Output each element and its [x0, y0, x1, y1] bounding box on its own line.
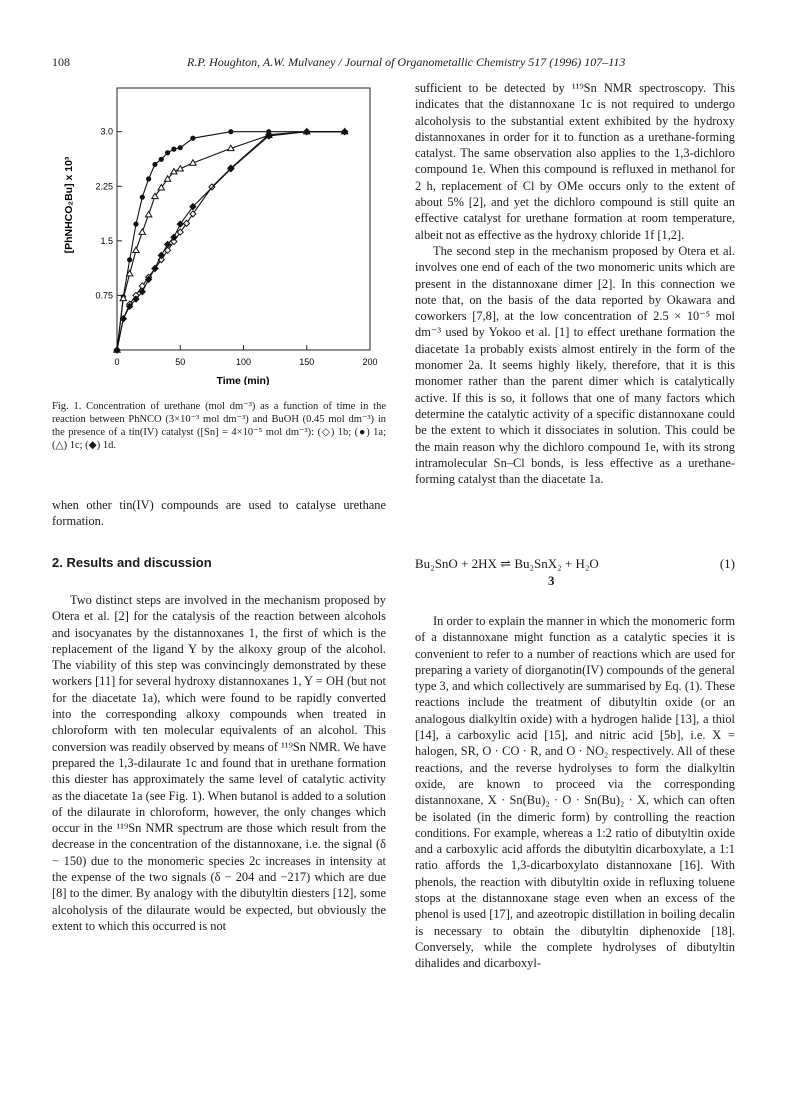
x-tick-label: 150	[299, 357, 315, 367]
data-point-1c	[145, 211, 151, 216]
y-tick-label: 0.75	[95, 290, 113, 301]
figure-1-chart	[52, 80, 392, 385]
data-point-1a	[146, 176, 151, 181]
equation-compound-label: 3	[548, 573, 555, 588]
left-column-body	[52, 592, 386, 934]
right-column-bottom	[415, 613, 735, 972]
data-point-1a	[190, 136, 195, 141]
equation-body: Bu₂SnO + 2HX ⇌ Bu₂SnX₂ + H₂O	[415, 556, 599, 571]
data-point-1a	[133, 221, 138, 226]
paragraph: Two distinct steps are involved in the mechanism proposed by Otera et al. [2] for the catalysis of the reaction between alcohols and isocyanates by the distannoxanes 1, the first of which is the replacement of the ligand Y by the alkoxy group of the alcohol. The viability of this step was convincingly demonstrated by these workers [11] for several hydroxy distannoxanes 1, Y = OH (but not for the diacetate 1a), which were found to be rapidly converted into the corresponding alkoxy compounds when treated in chloroform with ten molecular equivalents of an alcohol. This conversion was readily observed by means of ¹¹⁹Sn NMR. We have prepared the 1,3-dilaurate 1c and found that in urethane formation this diester has approximately the same level of catalytic activity as the diacetate 1a (see Fig. 1). When butanol is added to a solution of the dilaurate in chloroform, however, the only changes which occur in the ¹¹⁹Sn NMR spectrum are those which result from the decrease in the concentration of the distannoxane, i.e. the signal (δ − 150) due to the monomeric species 2c increases in intensity at the expense of the two signals (δ − 204 and −217) which are due [8] to the dimer. By analogy with the dibutyltin diesters [12], some alcoholysis of the dilaurate would be expected, but obviously the extent to which this occurred is not	[52, 593, 386, 933]
running-head: R.P. Houghton, A.W. Mulvaney / Journal of Organometallic Chemistry 517 (1996) 107–113	[187, 55, 626, 69]
x-axis-label: Time (min)	[216, 375, 270, 385]
data-point-1a	[127, 257, 132, 262]
data-point-1a	[178, 145, 183, 150]
data-point-1a	[159, 157, 164, 162]
y-axis-label: [PhNHCO₂Bu] x 10³	[63, 156, 75, 254]
y-tick-label: 1.5	[100, 235, 113, 246]
data-point-1a	[152, 162, 157, 167]
equation-1	[415, 556, 735, 590]
page-header	[52, 55, 752, 71]
data-point-1a	[140, 195, 145, 200]
data-point-1c	[133, 247, 139, 252]
paragraph: In order to explain the manner in which the monomeric form of a distannoxane might function as a catalytic species it is convenient to refer to a number of reactions which are used for preparing a variety of diorganotin(IV) compounds of the general type 3, and which collectively are summarised by Eq. (1). These reactions include the treatment of dibutyltin oxide (or an analogous dialkyltin oxide) with a hydrogen halide [13], a thiol [14], a carboxylic acid [15], and nitric acid [5b], i.e. X = halogen, SR, O · CO · R, and O · NO₂ respectively. All of these reactions, and the reverse hydrolyses to form the dialkyltin oxide, are known to proceed via the corresponding distannoxane, X · Sn(Bu)₂ · O · Sn(Bu)₂ · X, which can often be isolated (in the dimeric form) by controlling the reaction conditions. For example, whereas a 1:2 ratio of dibutyltin oxide and a carboxylic acid affords the dibutyltin dicarboxylate, a 1:1 ratio affords the 1,3-dicarboxylato distannoxane [16]. With phenols, the reaction with dibutyltin oxide in refluxing toluene stops at the distannoxane stage even when an excess of the phenol is used [17], and azeotropic distillation in boiling decalin is necessary to obtain the dibutyltin diphenoxide [18]. Conversely, while the complete hydrolyses of dibutyltin dihalides and dicarboxyl-	[415, 614, 735, 971]
left-column-top	[52, 497, 386, 530]
figure-caption: Fig. 1. Concentration of urethane (mol dm⁻³) as a function of time in the reaction between PhNCO (3×10⁻³ mol dm⁻³) and BuOH (0.45 mol dm⁻³) in the presence of a tin(IV) catalyst ([Sn] = 4×10⁻⁵ mol dm⁻³): (◇) 1b; (●) 1a; (△) 1c; (◆) 1d.	[52, 401, 386, 451]
x-tick-label: 200	[362, 357, 378, 367]
y-tick-label: 2.25	[95, 181, 113, 192]
data-point-1c	[139, 229, 145, 234]
x-tick-label: 50	[175, 357, 186, 367]
section-heading: 2. Results and discussion	[52, 555, 212, 570]
data-point-1a	[228, 129, 233, 134]
x-tick-label: 100	[235, 357, 252, 367]
right-column-top	[415, 80, 735, 487]
equation-number: (1)	[719, 556, 735, 571]
x-tick-label: 0	[114, 357, 120, 367]
paragraph: The second step in the mechanism proposed by Otera et al. involves one end of each of the two monomeric units which are present in the distannoxane dimer [2]. In this connection we note that, on the basis of the data reported by Okawara and coworkers [7,8], at the low concentration of 2.5 × 10⁻⁵ mol dm⁻³ used by Yokoo et al. [1] to effect urethane formation the diacetate 1a probably exists almost entirely in the form of the monomer 2a. It seems highly likely, therefore, that it is this monomer rather than the parent dimer which is catalytically active. If this is so, it follows that one of many factors which determine the catalytic activity of a specific distannoxane could be the extent to which it dissociates in solution. This could be the main reason why the dichloro compound 1e, with its strong intramolecular Sn–Cl bonds, is less effective as a urethane-forming catalyst than the diacetate 1a.	[415, 243, 735, 487]
paragraph: when other tin(IV) compounds are used to catalyse urethane formation.	[52, 498, 386, 529]
plot-frame	[117, 88, 370, 350]
page-number: 108	[52, 55, 70, 69]
data-point-1a	[171, 147, 176, 152]
paragraph: sufficient to be detected by ¹¹⁹Sn NMR spectroscopy. This indicates that the distannoxane 1c is not required to undergo alcoholysis to the substantial extent exhibited by the hydroxy distannoxanes in order for it to function as a urethane-forming catalyst. The same observation also applies to the 1,3-dichloro compound 1e. When this compound is refluxed in methanol for 2 h, replacement of Cl by OMe occurs only to the extent of about 5% [2], and yet the dichloro compound is still quite an effective catalyst for urethane formation at room temperature, albeit not as effective as the hydroxy chloride 1f [1,2].	[415, 81, 735, 242]
y-tick-label: 3.0	[100, 126, 113, 137]
data-point-1a	[165, 150, 170, 155]
